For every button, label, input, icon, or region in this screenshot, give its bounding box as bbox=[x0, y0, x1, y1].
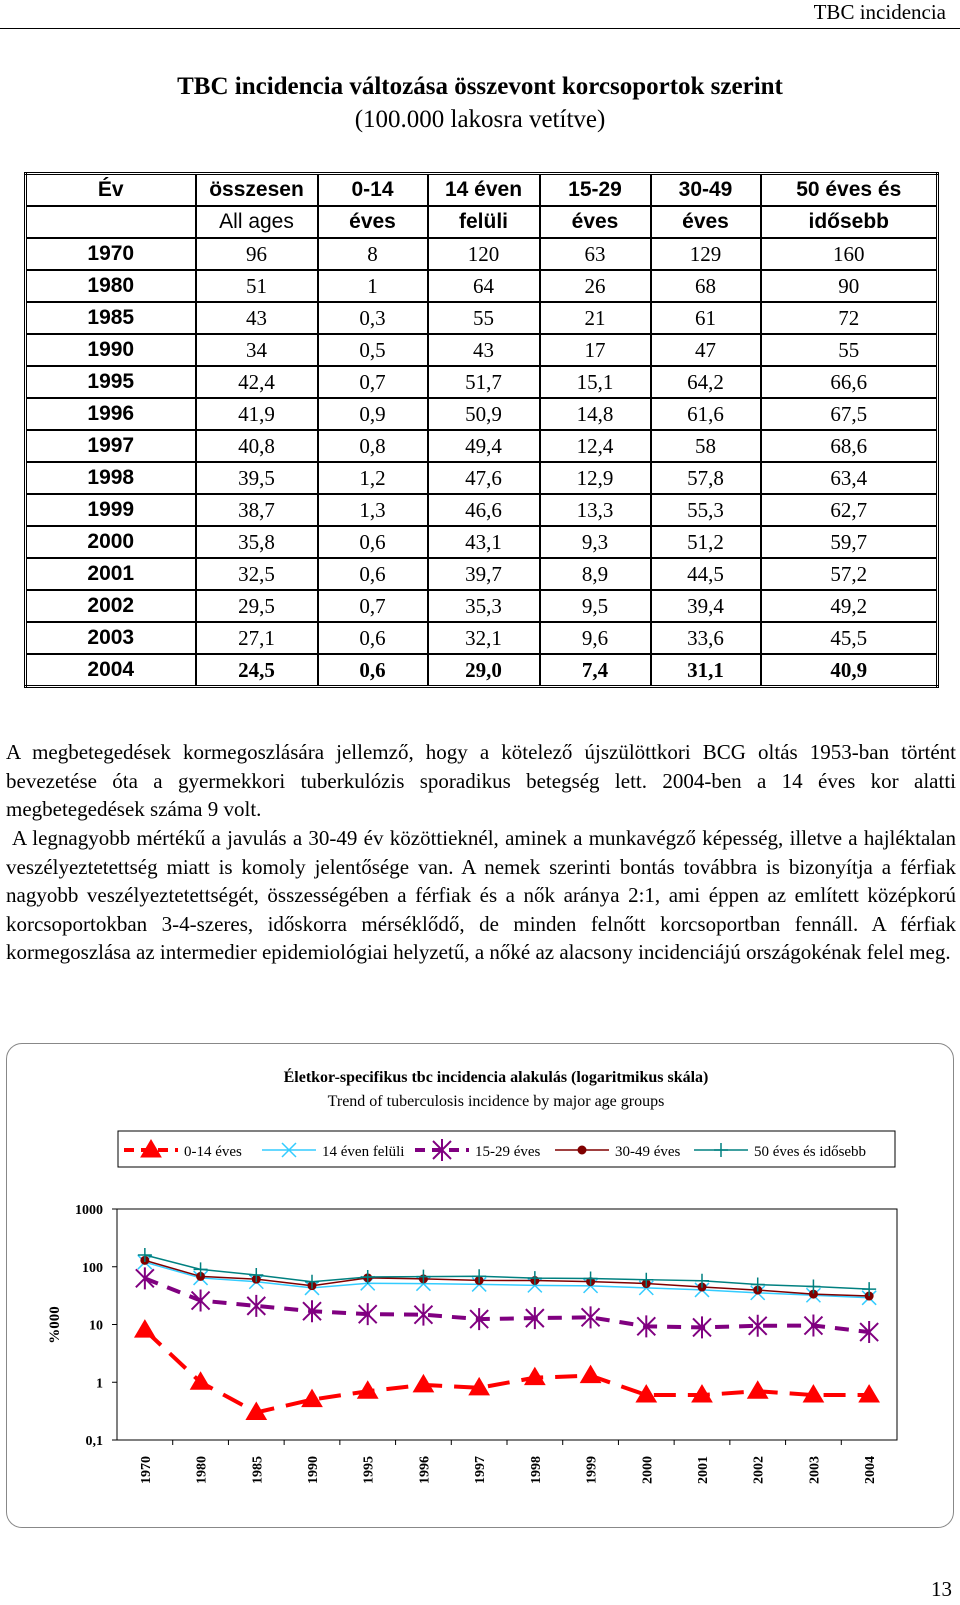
value-cell: 21 bbox=[540, 302, 651, 334]
data-point bbox=[584, 1271, 598, 1285]
value-cell: 61 bbox=[651, 302, 761, 334]
data-point bbox=[528, 1271, 542, 1285]
value-cell: 9,5 bbox=[540, 590, 651, 622]
table-header-cell: 14 éven bbox=[428, 174, 540, 207]
x-tick-label: 1996 bbox=[417, 1456, 433, 1484]
value-cell: 35,3 bbox=[428, 590, 540, 622]
table-header-cell: 50 éves és bbox=[761, 174, 938, 207]
legend-label: 15-29 éves bbox=[475, 1144, 541, 1160]
value-cell: 8,9 bbox=[540, 558, 651, 590]
value-cell: 0,6 bbox=[318, 558, 428, 590]
year-cell: 1980 bbox=[26, 270, 196, 302]
y-tick-label: 10 bbox=[89, 1318, 103, 1334]
value-cell: 160 bbox=[761, 238, 938, 270]
value-cell: 129 bbox=[651, 238, 761, 270]
value-cell: 55,3 bbox=[651, 494, 761, 526]
value-cell: 39,7 bbox=[428, 558, 540, 590]
value-cell: 0,8 bbox=[318, 430, 428, 462]
table-header-cell: idősebb bbox=[761, 206, 938, 238]
value-cell: 63,4 bbox=[761, 462, 938, 494]
value-cell: 34 bbox=[196, 334, 318, 366]
y-tick-label: 1000 bbox=[75, 1203, 103, 1218]
value-cell: 33,6 bbox=[651, 622, 761, 654]
value-cell: 39,5 bbox=[196, 462, 318, 494]
value-cell: 0,6 bbox=[318, 622, 428, 654]
data-point bbox=[138, 1248, 152, 1262]
table-header-cell: felüli bbox=[428, 206, 540, 238]
data-point bbox=[136, 1267, 154, 1289]
value-cell: 66,6 bbox=[761, 366, 938, 398]
value-cell: 32,5 bbox=[196, 558, 318, 590]
value-cell: 61,6 bbox=[651, 398, 761, 430]
legend-label: 0-14 éves bbox=[184, 1144, 242, 1160]
chart-subtitle: Trend of tuberculosis incidence by major age groups bbox=[327, 1093, 665, 1110]
value-cell: 0,7 bbox=[318, 590, 428, 622]
value-cell: 12,9 bbox=[540, 462, 651, 494]
table-header-cell: éves bbox=[540, 206, 651, 238]
year-cell: 1996 bbox=[26, 398, 196, 430]
table-header-cell: összesen bbox=[196, 174, 318, 207]
value-cell: 0,5 bbox=[318, 334, 428, 366]
value-cell: 9,3 bbox=[540, 526, 651, 558]
table-header-cell: 0-14 bbox=[318, 174, 428, 207]
x-tick-label: 2001 bbox=[696, 1456, 711, 1484]
value-cell: 51 bbox=[196, 270, 318, 302]
value-cell: 67,5 bbox=[761, 398, 938, 430]
value-cell: 27,1 bbox=[196, 622, 318, 654]
value-cell: 43 bbox=[428, 334, 540, 366]
year-cell: 1995 bbox=[26, 366, 196, 398]
x-tick-label: 1998 bbox=[528, 1456, 544, 1484]
value-cell: 39,4 bbox=[651, 590, 761, 622]
value-cell: 1 bbox=[318, 270, 428, 302]
table-header-cell: éves bbox=[318, 206, 428, 238]
value-cell: 0,9 bbox=[318, 398, 428, 430]
value-cell: 31,1 bbox=[651, 654, 761, 687]
value-cell: 62,7 bbox=[761, 494, 938, 526]
y-tick-label: 1 bbox=[96, 1376, 103, 1392]
data-point bbox=[416, 1270, 430, 1284]
table-header-cell: Év bbox=[26, 174, 196, 207]
value-cell: 43 bbox=[196, 302, 318, 334]
value-cell: 40,8 bbox=[196, 430, 318, 462]
x-tick-label: 1985 bbox=[250, 1456, 266, 1484]
page-number: 13 bbox=[931, 1577, 952, 1601]
value-cell: 68,6 bbox=[761, 430, 938, 462]
y-axis-label: %000 bbox=[47, 1306, 63, 1344]
value-cell: 35,8 bbox=[196, 526, 318, 558]
year-cell: 2002 bbox=[26, 590, 196, 622]
value-cell: 49,4 bbox=[428, 430, 540, 462]
year-cell: 2000 bbox=[26, 526, 196, 558]
paragraph-2: A legnagyobb mértékű a javulás a 30-49 év közöttieknél, aminek a munkavégző képesség, illetve a hajléktalan veszélyeztetettség miatt is komoly jelentősége van. A nemek szerinti bontás továbbra is bizonyítja a férfiak nagyobb veszélyeztetettségét, összességében a férfiak és a nők aránya 2:1, ami éppen az említett középkorú korcsoportokban 3-4-szeres, időskorra mérséklődő, de minden felnőtt korcsoportban fennáll. A férfiak kormegoszlása az intermedier epidemiológiai helyzetű, a nőké az alacsony incidenciájú országokénak felel meg. bbox=[6, 826, 956, 964]
year-cell: 2003 bbox=[26, 622, 196, 654]
year-cell: 1970 bbox=[26, 238, 196, 270]
value-cell: 55 bbox=[428, 302, 540, 334]
value-cell: 64,2 bbox=[651, 366, 761, 398]
x-tick-label: 1995 bbox=[361, 1456, 377, 1484]
value-cell: 44,5 bbox=[651, 558, 761, 590]
value-cell: 90 bbox=[761, 270, 938, 302]
value-cell: 13,3 bbox=[540, 494, 651, 526]
value-cell: 1,3 bbox=[318, 494, 428, 526]
y-tick-label: 100 bbox=[82, 1260, 103, 1276]
value-cell: 57,2 bbox=[761, 558, 938, 590]
value-cell: 1,2 bbox=[318, 462, 428, 494]
value-cell: 41,9 bbox=[196, 398, 318, 430]
value-cell: 46,6 bbox=[428, 494, 540, 526]
year-cell: 2004 bbox=[26, 654, 196, 687]
y-tick-label: 0,1 bbox=[85, 1434, 103, 1449]
value-cell: 68 bbox=[651, 270, 761, 302]
value-cell: 50,9 bbox=[428, 398, 540, 430]
value-cell: 7,4 bbox=[540, 654, 651, 687]
x-tick-label: 2003 bbox=[807, 1456, 823, 1484]
table-header-cell: 15-29 bbox=[540, 174, 651, 207]
table-header-cell: éves bbox=[651, 206, 761, 238]
page-title-line2: (100.000 lakosra vetítve) bbox=[354, 106, 606, 133]
year-cell: 1999 bbox=[26, 494, 196, 526]
x-tick-label: 1990 bbox=[306, 1456, 321, 1484]
value-cell: 59,7 bbox=[761, 526, 938, 558]
value-cell: 55 bbox=[761, 334, 938, 366]
table-header-cell: 30-49 bbox=[651, 174, 761, 207]
value-cell: 26 bbox=[540, 270, 651, 302]
value-cell: 72 bbox=[761, 302, 938, 334]
value-cell: 57,8 bbox=[651, 462, 761, 494]
value-cell: 58 bbox=[651, 430, 761, 462]
data-point bbox=[358, 1381, 378, 1398]
data-point bbox=[135, 1320, 155, 1337]
value-cell: 9,6 bbox=[540, 622, 651, 654]
value-cell: 51,2 bbox=[651, 526, 761, 558]
value-cell: 96 bbox=[196, 238, 318, 270]
value-cell: 63 bbox=[540, 238, 651, 270]
page-title-line1: TBC incidencia változása összevont korcsoportok szerint bbox=[177, 73, 783, 100]
value-cell: 38,7 bbox=[196, 494, 318, 526]
x-tick-label: 1997 bbox=[473, 1456, 489, 1484]
value-cell: 43,1 bbox=[428, 526, 540, 558]
value-cell: 24,5 bbox=[196, 654, 318, 687]
value-cell: 47,6 bbox=[428, 462, 540, 494]
value-cell: 47 bbox=[651, 334, 761, 366]
value-cell: 0,3 bbox=[318, 302, 428, 334]
x-tick-label: 2002 bbox=[751, 1456, 767, 1484]
data-point bbox=[862, 1282, 876, 1296]
value-cell: 32,1 bbox=[428, 622, 540, 654]
legend-label: 50 éves és idősebb bbox=[754, 1144, 867, 1160]
value-cell: 0,7 bbox=[318, 366, 428, 398]
value-cell: 51,7 bbox=[428, 366, 540, 398]
x-tick-label: 1999 bbox=[584, 1456, 600, 1484]
value-cell: 40,9 bbox=[761, 654, 938, 687]
value-cell: 42,4 bbox=[196, 366, 318, 398]
plot-area bbox=[117, 1209, 897, 1440]
paragraph-1: A megbetegedések kormegoszlására jellemző, hogy a kötelező újszülöttkori BCG oltás 1953-ban történt bevezetése óta a gyermekkori tuberkulózis sporadikus betegség lett. 2004-ben a 14 éves kor alatti megbetegedések száma 9 volt. bbox=[6, 740, 956, 821]
legend-label: 30-49 éves bbox=[615, 1144, 681, 1160]
legend-label: 14 éven felüli bbox=[322, 1144, 405, 1160]
data-point bbox=[192, 1290, 210, 1312]
year-cell: 1990 bbox=[26, 334, 196, 366]
x-tick-label: 2004 bbox=[863, 1456, 879, 1484]
value-cell: 64 bbox=[428, 270, 540, 302]
x-tick-label: 1980 bbox=[194, 1456, 210, 1484]
legend-marker bbox=[578, 1146, 586, 1154]
running-header: TBC incidencia bbox=[813, 0, 946, 24]
series-line-0 bbox=[145, 1330, 869, 1412]
year-cell: 2001 bbox=[26, 558, 196, 590]
year-cell: 1997 bbox=[26, 430, 196, 462]
value-cell: 17 bbox=[540, 334, 651, 366]
value-cell: 15,1 bbox=[540, 366, 651, 398]
data-point bbox=[581, 1366, 601, 1383]
chart-title: Életkor-specifikus tbc incidencia alakulás (logaritmikus skála) bbox=[283, 1069, 709, 1086]
value-cell: 45,5 bbox=[761, 622, 938, 654]
x-tick-label: 2000 bbox=[640, 1456, 656, 1484]
value-cell: 29,0 bbox=[428, 654, 540, 687]
value-cell: 12,4 bbox=[540, 430, 651, 462]
data-point bbox=[361, 1270, 375, 1284]
value-cell: 120 bbox=[428, 238, 540, 270]
x-tick-label: 1970 bbox=[138, 1456, 154, 1484]
year-cell: 1998 bbox=[26, 462, 196, 494]
value-cell: 49,2 bbox=[761, 590, 938, 622]
value-cell: 8 bbox=[318, 238, 428, 270]
year-cell: 1985 bbox=[26, 302, 196, 334]
value-cell: 0,6 bbox=[318, 654, 428, 687]
value-cell: 14,8 bbox=[540, 398, 651, 430]
value-cell: 29,5 bbox=[196, 590, 318, 622]
value-cell: 0,6 bbox=[318, 526, 428, 558]
data-point bbox=[191, 1372, 211, 1389]
table-header-cell: All ages bbox=[196, 206, 318, 238]
